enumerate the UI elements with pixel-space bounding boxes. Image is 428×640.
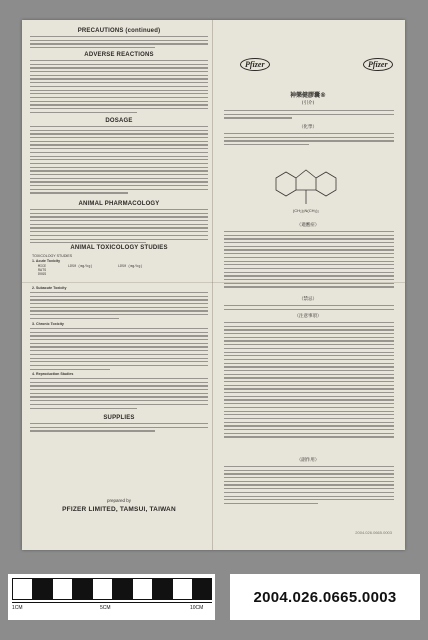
heading-supplies: SUPPLIES	[103, 415, 135, 421]
heading-dosage: DOSAGE	[105, 118, 133, 124]
chemical-structure-icon	[266, 158, 346, 218]
scale-square	[92, 578, 113, 600]
intro-heading-cn: (引介)	[301, 101, 315, 106]
product-title-cn: 神樂健膠囊®	[289, 92, 326, 99]
precautions-text	[30, 36, 208, 51]
scale-square	[12, 578, 33, 600]
dosage-text	[30, 126, 208, 196]
ruler-line	[12, 602, 212, 603]
scale-square	[172, 578, 193, 600]
supplies-text	[30, 423, 208, 434]
acute-toxicity-label: 1. Acute Toxicity	[32, 259, 61, 263]
pfizer-logo-right: Pfizer	[363, 58, 393, 71]
table-row: MICE LD50 (mg/kg) LD50 (mg/kg)	[38, 265, 143, 269]
subacute-text	[30, 292, 208, 322]
scale-square	[73, 578, 92, 600]
warning-heading-cn: （注意事項）	[294, 314, 322, 319]
chronic-text	[30, 328, 208, 372]
contraindications-text-cn	[224, 305, 394, 312]
side-effects-heading-cn: （副作用）	[296, 458, 320, 463]
intro-text-cn	[224, 110, 394, 121]
animal-pharmacology-text	[30, 209, 208, 246]
indications-text-cn	[224, 231, 394, 290]
ruler-label-10cm: 10CM	[190, 605, 204, 611]
warning-text-cn	[224, 322, 394, 440]
pfizer-logo-left: Pfizer	[240, 58, 270, 71]
adverse-reactions-text	[30, 60, 208, 115]
document-sheet: PRECAUTIONS (continued) ADVERSE REACTIONS DOSAGE ANIMAL PHARMACOLOGY ANIMAL TOXICOLOGY STUDIES TOXICOLOGY STUDIES 1. Acute Toxicity MICE LD50 (mg/kg) LD50 (mg/kg) RATS DOGS 2. Subacute Toxicity 3. Chronic Toxicity 4. Reproduction Studies SUPPLIES prepared by PFIZER LIMITED, TAMSUI, TAIWAN Pfizer Pfizer 神樂健膠囊® (引介) （化學） (CH₂)₃N(CH₃)₂ （適應症） （禁忌） （注意事項） （副作用） 2004.026.0665.0003	[22, 20, 405, 550]
heading-animal-toxicology: ANIMAL TOXICOLOGY STUDIES	[70, 245, 168, 251]
table-row: RATS	[38, 269, 47, 273]
toxicity-table	[38, 265, 142, 277]
heading-precautions: PRECAUTIONS (continued)	[77, 28, 161, 34]
tox-label: TOXICOLOGY STUDIES	[32, 254, 73, 258]
scale-square	[113, 578, 132, 600]
indications-heading-cn: （適應症）	[296, 223, 320, 228]
subacute-toxicity-label: 2. Subacute Toxicity	[32, 286, 67, 290]
object-id-card	[230, 574, 420, 620]
table-row: DOGS	[38, 273, 47, 277]
scale-square	[33, 578, 52, 600]
scale-card	[8, 574, 215, 620]
heading-animal-pharmacology: ANIMAL PHARMACOLOGY	[78, 201, 160, 207]
reproduction-text	[30, 378, 208, 411]
object-id: 2004.026.0665.0003	[253, 588, 397, 606]
fold-line-vertical	[212, 20, 213, 550]
contraindications-heading-cn: （禁忌）	[299, 297, 317, 302]
prepared-by: prepared by	[106, 498, 132, 503]
color-scale	[12, 578, 212, 600]
svg-text:(CH₂)₃N(CH₃)₂: (CH₂)₃N(CH₃)₂	[292, 208, 320, 213]
chemistry-text-cn	[224, 133, 394, 148]
ruler-label-5cm: 5CM	[100, 605, 111, 611]
scale-square	[193, 578, 212, 600]
chronic-toxicity-label: 3. Chronic Toxicity	[32, 322, 64, 326]
scale-square	[52, 578, 73, 600]
chemistry-heading-cn: （化學）	[299, 125, 317, 130]
reproduction-studies-label: 4. Reproduction Studies	[32, 372, 74, 376]
heading-adverse-reactions: ADVERSE REACTIONS	[84, 52, 154, 58]
ruler-label-1cm: 1CM	[12, 605, 23, 611]
scale-square	[132, 578, 153, 600]
company-name: PFIZER LIMITED, TAMSUI, TAIWAN	[62, 506, 176, 513]
scale-square	[153, 578, 172, 600]
side-effects-text-cn	[224, 466, 394, 507]
